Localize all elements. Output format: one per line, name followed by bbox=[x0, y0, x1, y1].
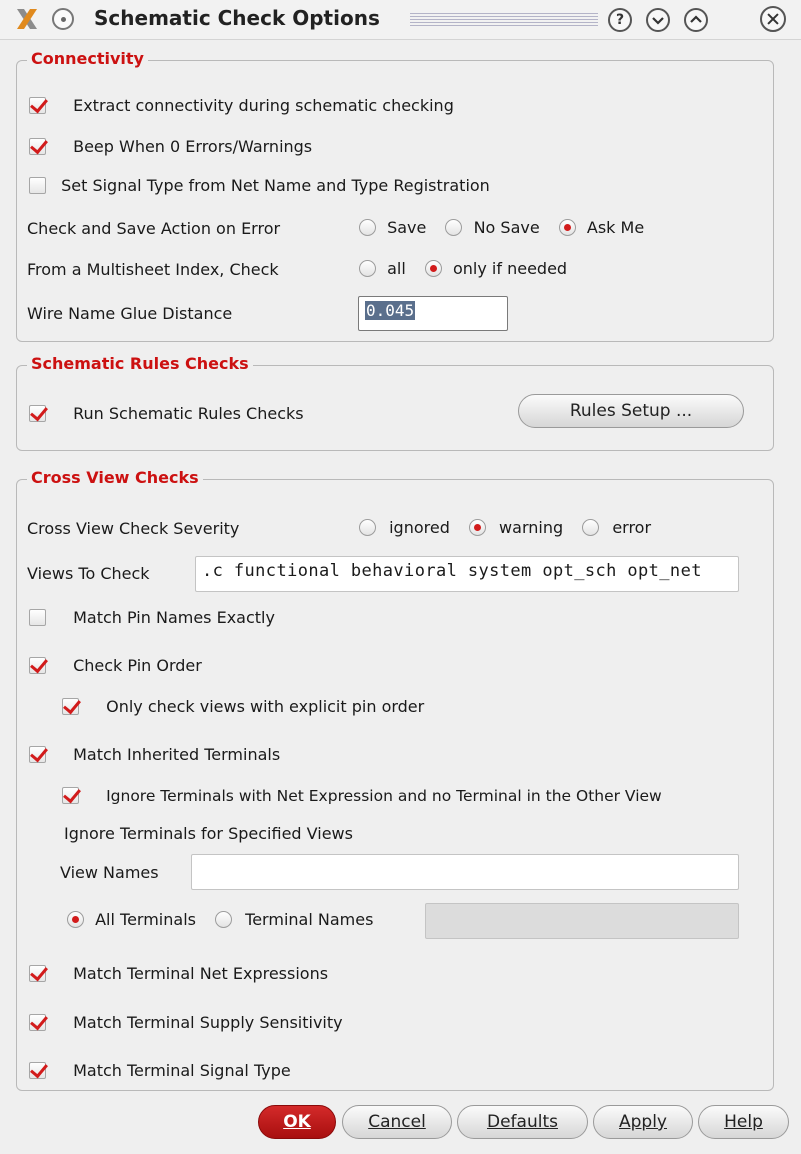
run-rules-option[interactable] bbox=[29, 403, 304, 423]
radio-terminal-names[interactable] bbox=[215, 911, 232, 928]
signal-type-checkbox[interactable] bbox=[29, 177, 46, 194]
help-button-label: Help bbox=[724, 1112, 763, 1132]
radio-error[interactable] bbox=[582, 519, 599, 536]
window-menu-button[interactable] bbox=[52, 8, 74, 30]
terminal-names-input[interactable] bbox=[425, 903, 739, 939]
ok-button[interactable] bbox=[258, 1105, 336, 1139]
match-net-expr-checkbox[interactable] bbox=[29, 965, 46, 982]
radio-all-label: all bbox=[387, 259, 406, 278]
radio-only-if-needed-label: only if needed bbox=[452, 259, 568, 278]
radio-only-if-needed[interactable] bbox=[425, 260, 442, 277]
radio-no-save[interactable] bbox=[445, 219, 462, 236]
help-button[interactable] bbox=[698, 1105, 789, 1139]
cross-view-title: Cross View Checks bbox=[27, 468, 203, 487]
defaults-button[interactable] bbox=[457, 1105, 588, 1139]
apply-button-label: Apply bbox=[619, 1112, 667, 1132]
radio-all-terminals[interactable] bbox=[67, 911, 84, 928]
radio-ask-me[interactable] bbox=[559, 219, 576, 236]
radio-all[interactable] bbox=[359, 260, 376, 277]
radio-ignored[interactable] bbox=[359, 519, 376, 536]
title-bar bbox=[0, 0, 801, 40]
help-icon[interactable]: ? bbox=[608, 8, 632, 32]
view-names-input[interactable] bbox=[191, 854, 739, 890]
severity-label: Cross View Check Severity bbox=[27, 519, 240, 538]
glue-distance-value: 0.045 bbox=[366, 301, 415, 320]
cancel-button-label: Cancel bbox=[368, 1112, 426, 1132]
beep-label: Beep When 0 Errors/Warnings bbox=[73, 137, 313, 156]
match-pin-names-option[interactable] bbox=[29, 607, 275, 627]
multisheet-label: From a Multisheet Index, Check bbox=[27, 260, 279, 279]
window-title: Schematic Check Options bbox=[94, 6, 380, 30]
match-signal-label: Match Terminal Signal Type bbox=[73, 1061, 291, 1080]
match-net-expr-option[interactable] bbox=[29, 963, 328, 983]
cancel-button[interactable] bbox=[342, 1105, 452, 1139]
ignore-specified-label: Ignore Terminals for Specified Views bbox=[64, 824, 353, 843]
close-icon[interactable] bbox=[760, 6, 786, 32]
radio-save[interactable] bbox=[359, 219, 376, 236]
view-names-label: View Names bbox=[60, 863, 159, 882]
extract-connectivity-option[interactable] bbox=[29, 95, 454, 115]
only-explicit-option[interactable] bbox=[62, 696, 424, 716]
match-inherited-checkbox[interactable] bbox=[29, 746, 46, 763]
app-x-icon bbox=[14, 6, 40, 32]
save-action-radio-group bbox=[359, 217, 644, 237]
cross-view-group bbox=[16, 468, 774, 1091]
rules-setup-button[interactable]: Rules Setup ... bbox=[518, 394, 744, 428]
glue-distance-input[interactable] bbox=[358, 296, 508, 331]
radio-no-save-label: No Save bbox=[473, 218, 540, 237]
radio-save-label: Save bbox=[387, 218, 427, 237]
extract-connectivity-label: Extract connectivity during schematic checking bbox=[73, 96, 454, 115]
save-action-label: Check and Save Action on Error bbox=[27, 219, 281, 238]
maximize-icon[interactable] bbox=[684, 8, 708, 32]
apply-button[interactable] bbox=[593, 1105, 693, 1139]
ok-button-label: OK bbox=[283, 1112, 311, 1132]
radio-warning[interactable] bbox=[469, 519, 486, 536]
title-drag-handle[interactable] bbox=[410, 13, 598, 28]
signal-type-option[interactable] bbox=[29, 175, 490, 195]
radio-terminal-names-label: Terminal Names bbox=[245, 910, 374, 929]
match-signal-option[interactable] bbox=[29, 1060, 291, 1080]
connectivity-group bbox=[16, 49, 774, 342]
radio-error-label: error bbox=[612, 518, 652, 537]
check-pin-order-label: Check Pin Order bbox=[73, 656, 202, 675]
radio-all-terminals-label: All Terminals bbox=[95, 910, 196, 929]
views-to-check-input[interactable]: .c functional behavioral system opt_sch opt_net bbox=[195, 556, 739, 592]
match-supply-option[interactable] bbox=[29, 1012, 343, 1032]
rules-title: Schematic Rules Checks bbox=[27, 354, 253, 373]
match-inherited-option[interactable] bbox=[29, 744, 280, 764]
glue-distance-label: Wire Name Glue Distance bbox=[27, 304, 233, 323]
radio-ignored-label: ignored bbox=[389, 518, 450, 537]
severity-radio-group bbox=[359, 517, 651, 537]
check-pin-order-checkbox[interactable] bbox=[29, 657, 46, 674]
multisheet-radio-group bbox=[359, 258, 567, 278]
minimize-icon[interactable] bbox=[646, 8, 670, 32]
beep-option[interactable] bbox=[29, 136, 312, 156]
only-explicit-label: Only check views with explicit pin order bbox=[106, 697, 425, 716]
run-rules-checkbox[interactable] bbox=[29, 405, 46, 422]
terminals-radio-group bbox=[67, 909, 373, 929]
match-pin-names-label: Match Pin Names Exactly bbox=[73, 608, 275, 627]
match-supply-checkbox[interactable] bbox=[29, 1014, 46, 1031]
radio-warning-label: warning bbox=[499, 518, 564, 537]
defaults-button-label: Defaults bbox=[487, 1112, 558, 1132]
run-rules-label: Run Schematic Rules Checks bbox=[73, 404, 304, 423]
match-signal-checkbox[interactable] bbox=[29, 1062, 46, 1079]
radio-ask-me-label: Ask Me bbox=[586, 218, 645, 237]
signal-type-label: Set Signal Type from Net Name and Type Registration bbox=[61, 176, 490, 195]
match-pin-names-checkbox[interactable] bbox=[29, 609, 46, 626]
extract-connectivity-checkbox[interactable] bbox=[29, 97, 46, 114]
views-to-check-label: Views To Check bbox=[27, 564, 150, 583]
match-inherited-label: Match Inherited Terminals bbox=[73, 745, 281, 764]
ignore-net-expr-option[interactable] bbox=[62, 785, 662, 805]
only-explicit-checkbox[interactable] bbox=[62, 698, 79, 715]
ignore-net-expr-checkbox[interactable] bbox=[62, 787, 79, 804]
beep-checkbox[interactable] bbox=[29, 138, 46, 155]
match-net-expr-label: Match Terminal Net Expressions bbox=[73, 964, 329, 983]
ignore-net-expr-label: Ignore Terminals with Net Expression and no Terminal in the Other View bbox=[106, 786, 662, 805]
check-pin-order-option[interactable] bbox=[29, 655, 202, 675]
match-supply-label: Match Terminal Supply Sensitivity bbox=[73, 1013, 343, 1032]
connectivity-title: Connectivity bbox=[27, 49, 148, 68]
rules-group bbox=[16, 354, 774, 451]
